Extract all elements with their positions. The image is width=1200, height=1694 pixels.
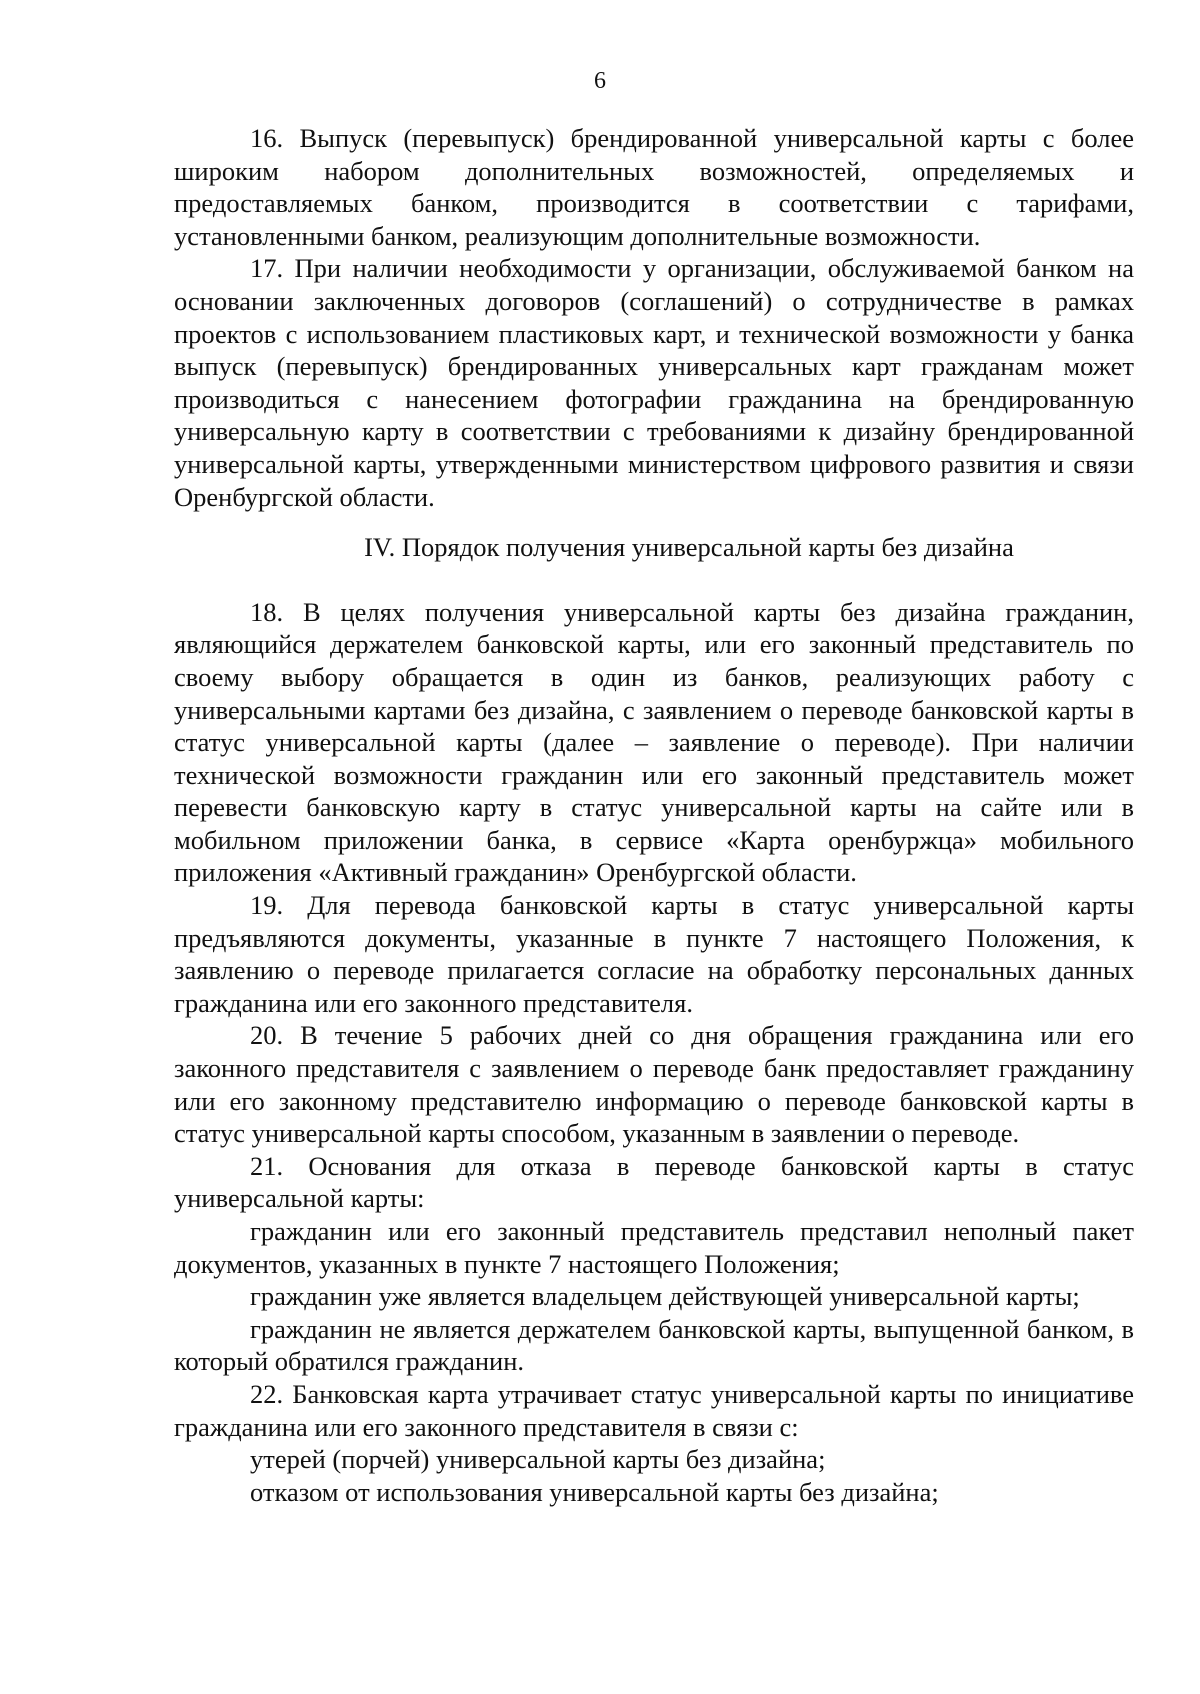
- list-item-already-owner: гражданин уже является владельцем действующей универсальной карты;: [250, 1281, 1080, 1312]
- page-number: 6: [594, 68, 606, 94]
- list-item-card-refusal: отказом от использования универсальной карты без дизайна;: [250, 1476, 939, 1507]
- list-item-not-card-holder: гражданин не является держателем банковской карты, выпущенной банком, в который обратился гражданин.: [174, 1313, 1134, 1377]
- list-item-card-loss: утерей (порчей) универсальной карты без дизайна;: [250, 1444, 826, 1475]
- paragraph-18: 18. В целях получения универсальной карты без дизайна гражданин, являющийся держателем банковской карты, или его законный представитель по своему выбору обращается в один из банков, реализующих работу с универсальными картами без дизайна, с заявлением о переводе банковской карты в статус универсальной карты (далее – заявление о переводе). При наличии технической возможности гражданин или его законный представитель может перевести банковскую карту в статус универсальной карты на сайте или в мобильном приложении банка, в сервисе «Карта оренбуржца» мобильного приложения «Активный гражданин» Оренбургской области.: [174, 596, 1134, 888]
- paragraph-21: 21. Основания для отказа в переводе банковской карты в статус универсальной карты:: [174, 1150, 1134, 1214]
- paragraph-19: 19. Для перевода банковской карты в статус универсальной карты предъявляются документы, указанные в пункте 7 настоящего Положения, к заявлению о переводе прилагается согласие на обработку персональных данных гражданина или его законного представителя.: [174, 890, 1134, 1018]
- section-heading: IV. Порядок получения универсальной карты без дизайна: [364, 532, 1014, 563]
- section-spacer: [174, 564, 1134, 596]
- document-body: [174, 122, 1134, 1508]
- list-item-incomplete-documents: гражданин или его законный представитель представил неполный пакет документов, указанных в пункте 7 настоящего Положения;: [174, 1216, 1134, 1279]
- paragraph-16: 16. Выпуск (перевыпуск) брендированной универсальной карты с более широким набором дополнительных возможностей, определяемых и предоставляемых банком, производится в соответствии с тарифами, установленными банком, реализующим дополнительные возможности.: [174, 123, 1134, 251]
- paragraph-20: 20. В течение 5 рабочих дней со дня обращения гражданина или его законного представителя с заявлением о переводе банк предоставляет гражданину или его законному представителю информацию о переводе банковской карты в статус универсальной карты способом, указанным в заявлении о переводе.: [174, 1020, 1134, 1149]
- paragraph-22: 22. Банковская карта утрачивает статус универсальной карты по инициативе гражданина или его законного представителя в связи с:: [174, 1378, 1134, 1442]
- paragraph-17: 17. При наличии необходимости у организации, обслуживаемой банком на основании заключенных договоров (соглашений) о сотрудничестве в рамках проектов с использованием пластиковых карт, и технической возможности у банка выпуск (перевыпуск) брендированных универсальных карт гражданам может производиться с нанесением фотографии гражданина на брендированную универсальную карту в соответствии с требованиями к дизайну брендированной универсальной карты, утвержденными министерством цифрового развития и связи Оренбургской области.: [174, 253, 1134, 512]
